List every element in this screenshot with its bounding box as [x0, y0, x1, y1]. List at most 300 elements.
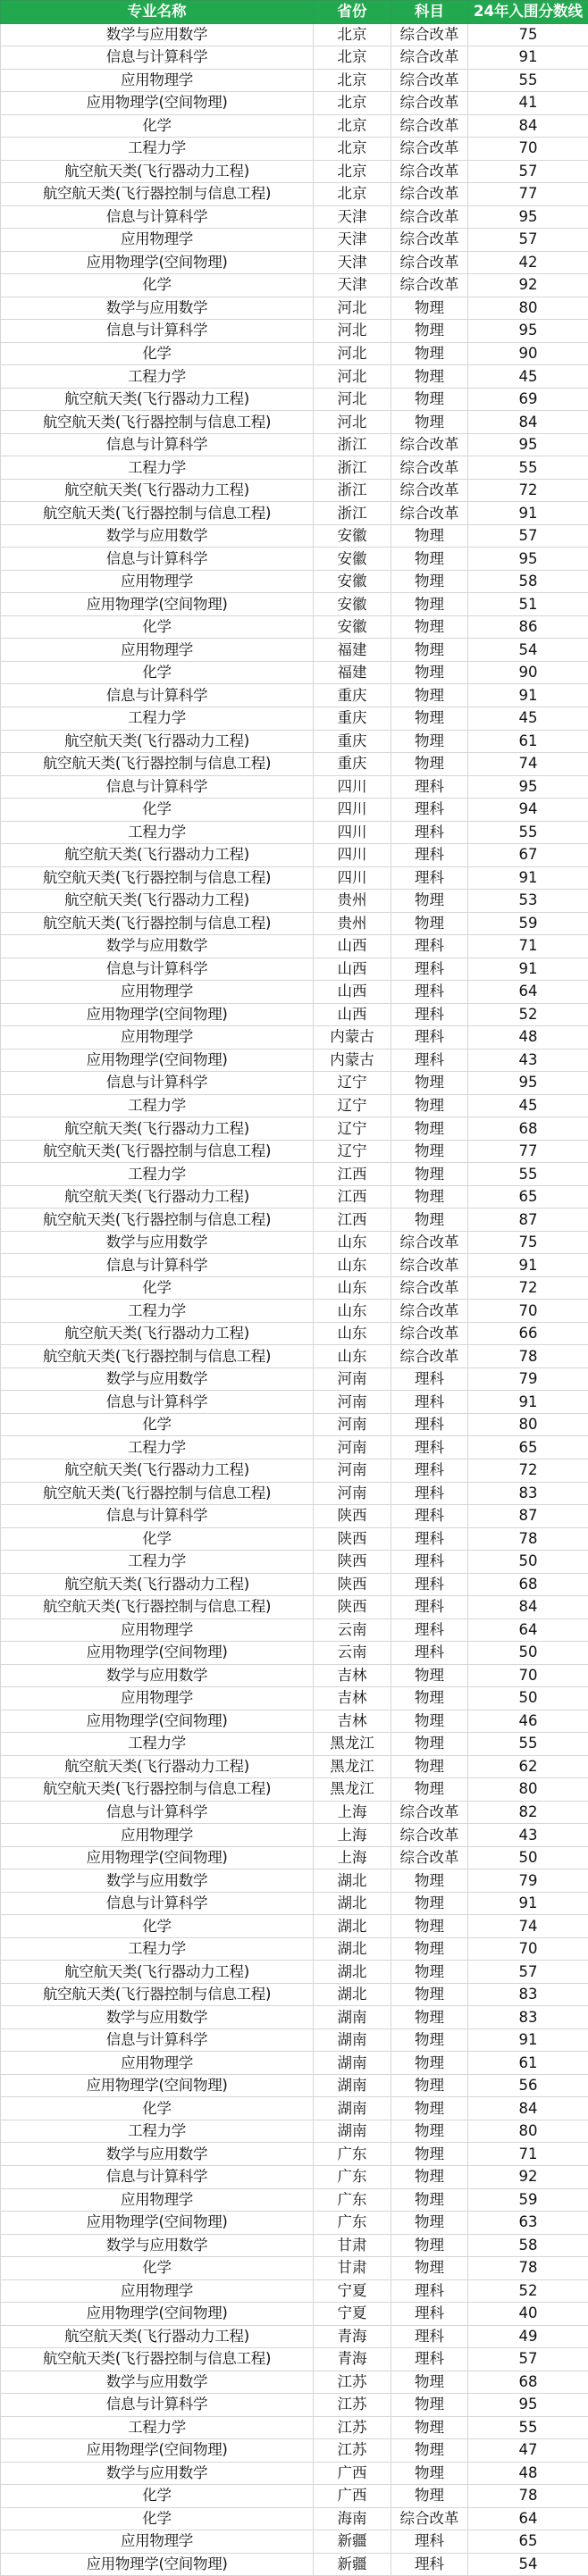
- subject-cell[interactable]: 理科: [391, 1436, 468, 1459]
- province-cell[interactable]: 河北: [314, 365, 391, 389]
- major-cell[interactable]: 工程力学: [1, 1551, 314, 1574]
- major-cell[interactable]: 工程力学: [1, 1094, 314, 1117]
- subject-cell[interactable]: 物理: [391, 753, 468, 776]
- province-cell[interactable]: 北京: [314, 138, 391, 161]
- subject-cell[interactable]: 物理: [391, 615, 468, 639]
- province-cell[interactable]: 内蒙古: [314, 1026, 391, 1050]
- header-subject[interactable]: 科目: [391, 1, 468, 24]
- score-cell[interactable]: 92: [468, 2165, 588, 2188]
- major-cell[interactable]: 工程力学: [1, 821, 314, 844]
- score-cell[interactable]: 50: [468, 1642, 588, 1665]
- score-cell[interactable]: 46: [468, 1710, 588, 1733]
- subject-cell[interactable]: 物理: [391, 2120, 468, 2143]
- score-cell[interactable]: 57: [468, 2348, 588, 2371]
- major-cell[interactable]: 数学与应用数学: [1, 1231, 314, 1254]
- score-cell[interactable]: 79: [468, 1869, 588, 1893]
- province-cell[interactable]: 海南: [314, 2507, 391, 2530]
- subject-cell[interactable]: 理科: [391, 2348, 468, 2371]
- subject-cell[interactable]: 理科: [391, 1003, 468, 1026]
- subject-cell[interactable]: 物理: [391, 1209, 468, 1232]
- major-cell[interactable]: 应用物理学(空间物理): [1, 1710, 314, 1733]
- province-cell[interactable]: 湖北: [314, 1983, 391, 2006]
- province-cell[interactable]: 吉林: [314, 1687, 391, 1710]
- subject-cell[interactable]: 综合改革: [391, 1300, 468, 1323]
- province-cell[interactable]: 天津: [314, 229, 391, 252]
- major-cell[interactable]: 应用物理学: [1, 1026, 314, 1050]
- major-cell[interactable]: 航空航天类(飞行器控制与信息工程): [1, 753, 314, 776]
- subject-cell[interactable]: 理科: [391, 2530, 468, 2554]
- province-cell[interactable]: 河北: [314, 388, 391, 411]
- major-cell[interactable]: 应用物理学(空间物理): [1, 251, 314, 274]
- subject-cell[interactable]: 物理: [391, 1869, 468, 1893]
- score-cell[interactable]: 55: [468, 69, 588, 92]
- major-cell[interactable]: 信息与计算科学: [1, 2394, 314, 2417]
- province-cell[interactable]: 广东: [314, 2165, 391, 2188]
- province-cell[interactable]: 浙江: [314, 456, 391, 480]
- subject-cell[interactable]: 综合改革: [391, 456, 468, 480]
- province-cell[interactable]: 江西: [314, 1163, 391, 1186]
- major-cell[interactable]: 化学: [1, 1413, 314, 1436]
- score-cell[interactable]: 95: [468, 433, 588, 456]
- score-cell[interactable]: 72: [468, 1276, 588, 1300]
- subject-cell[interactable]: 理科: [391, 935, 468, 958]
- subject-cell[interactable]: 理科: [391, 799, 468, 822]
- subject-cell[interactable]: 综合改革: [391, 1254, 468, 1277]
- major-cell[interactable]: 化学: [1, 1276, 314, 1300]
- major-cell[interactable]: 航空航天类(飞行器动力工程): [1, 479, 314, 502]
- subject-cell[interactable]: 理科: [391, 1618, 468, 1642]
- score-cell[interactable]: 70: [468, 138, 588, 161]
- score-cell[interactable]: 48: [468, 2462, 588, 2485]
- score-cell[interactable]: 68: [468, 1573, 588, 1596]
- subject-cell[interactable]: 理科: [391, 981, 468, 1004]
- score-cell[interactable]: 53: [468, 890, 588, 913]
- subject-cell[interactable]: 综合改革: [391, 1276, 468, 1300]
- province-cell[interactable]: 吉林: [314, 1710, 391, 1733]
- major-cell[interactable]: 数学与应用数学: [1, 2143, 314, 2166]
- subject-cell[interactable]: 物理: [391, 1140, 468, 1163]
- subject-cell[interactable]: 物理: [391, 570, 468, 593]
- major-cell[interactable]: 数学与应用数学: [1, 2371, 314, 2394]
- province-cell[interactable]: 甘肃: [314, 2257, 391, 2280]
- province-cell[interactable]: 江西: [314, 1209, 391, 1232]
- subject-cell[interactable]: 综合改革: [391, 46, 468, 70]
- subject-cell[interactable]: 综合改革: [391, 92, 468, 115]
- province-cell[interactable]: 青海: [314, 2348, 391, 2371]
- province-cell[interactable]: 四川: [314, 775, 391, 799]
- score-cell[interactable]: 72: [468, 479, 588, 502]
- major-cell[interactable]: 航空航天类(飞行器控制与信息工程): [1, 1345, 314, 1368]
- subject-cell[interactable]: 物理: [391, 411, 468, 434]
- score-cell[interactable]: 54: [468, 639, 588, 662]
- province-cell[interactable]: 青海: [314, 2325, 391, 2348]
- score-cell[interactable]: 80: [468, 1413, 588, 1436]
- major-cell[interactable]: 化学: [1, 342, 314, 365]
- score-cell[interactable]: 67: [468, 844, 588, 867]
- score-cell[interactable]: 50: [468, 1551, 588, 1574]
- major-cell[interactable]: 信息与计算科学: [1, 205, 314, 229]
- subject-cell[interactable]: 物理: [391, 1664, 468, 1687]
- major-cell[interactable]: 数学与应用数学: [1, 2234, 314, 2257]
- subject-cell[interactable]: 综合改革: [391, 1824, 468, 1847]
- subject-cell[interactable]: 综合改革: [391, 138, 468, 161]
- province-cell[interactable]: 广西: [314, 2485, 391, 2508]
- province-cell[interactable]: 重庆: [314, 753, 391, 776]
- major-cell[interactable]: 信息与计算科学: [1, 1254, 314, 1277]
- major-cell[interactable]: 化学: [1, 1915, 314, 1938]
- score-cell[interactable]: 90: [468, 342, 588, 365]
- score-cell[interactable]: 70: [468, 1664, 588, 1687]
- header-province[interactable]: 省份: [314, 1, 391, 24]
- major-cell[interactable]: 化学: [1, 274, 314, 297]
- province-cell[interactable]: 河南: [314, 1391, 391, 1414]
- subject-cell[interactable]: 综合改革: [391, 205, 468, 229]
- score-cell[interactable]: 78: [468, 1527, 588, 1551]
- score-cell[interactable]: 83: [468, 1983, 588, 2006]
- subject-cell[interactable]: 理科: [391, 1367, 468, 1391]
- score-cell[interactable]: 59: [468, 2188, 588, 2212]
- score-cell[interactable]: 92: [468, 274, 588, 297]
- major-cell[interactable]: 应用物理学: [1, 2530, 314, 2554]
- province-cell[interactable]: 湖南: [314, 2052, 391, 2075]
- major-cell[interactable]: 航空航天类(飞行器控制与信息工程): [1, 1140, 314, 1163]
- subject-cell[interactable]: 综合改革: [391, 479, 468, 502]
- province-cell[interactable]: 天津: [314, 251, 391, 274]
- major-cell[interactable]: 航空航天类(飞行器动力工程): [1, 1961, 314, 1984]
- major-cell[interactable]: 应用物理学: [1, 981, 314, 1004]
- score-cell[interactable]: 58: [468, 570, 588, 593]
- subject-cell[interactable]: 物理: [391, 890, 468, 913]
- score-cell[interactable]: 86: [468, 615, 588, 639]
- score-cell[interactable]: 91: [468, 502, 588, 525]
- province-cell[interactable]: 河南: [314, 1413, 391, 1436]
- score-cell[interactable]: 54: [468, 2553, 588, 2576]
- major-cell[interactable]: 化学: [1, 799, 314, 822]
- major-cell[interactable]: 信息与计算科学: [1, 775, 314, 799]
- subject-cell[interactable]: 理科: [391, 844, 468, 867]
- major-cell[interactable]: 工程力学: [1, 1163, 314, 1186]
- major-cell[interactable]: 工程力学: [1, 2120, 314, 2143]
- score-cell[interactable]: 84: [468, 411, 588, 434]
- subject-cell[interactable]: 物理: [391, 2212, 468, 2235]
- major-cell[interactable]: 信息与计算科学: [1, 2165, 314, 2188]
- score-cell[interactable]: 82: [468, 1801, 588, 1824]
- score-cell[interactable]: 94: [468, 799, 588, 822]
- province-cell[interactable]: 广东: [314, 2212, 391, 2235]
- subject-cell[interactable]: 物理: [391, 2257, 468, 2280]
- major-cell[interactable]: 工程力学: [1, 365, 314, 389]
- subject-cell[interactable]: 理科: [391, 958, 468, 981]
- score-cell[interactable]: 65: [468, 1185, 588, 1209]
- score-cell[interactable]: 48: [468, 1026, 588, 1050]
- subject-cell[interactable]: 综合改革: [391, 229, 468, 252]
- province-cell[interactable]: 辽宁: [314, 1072, 391, 1095]
- province-cell[interactable]: 宁夏: [314, 2279, 391, 2303]
- province-cell[interactable]: 陕西: [314, 1573, 391, 1596]
- province-cell[interactable]: 天津: [314, 274, 391, 297]
- score-cell[interactable]: 91: [468, 46, 588, 70]
- province-cell[interactable]: 北京: [314, 69, 391, 92]
- province-cell[interactable]: 山东: [314, 1231, 391, 1254]
- major-cell[interactable]: 应用物理学(空间物理): [1, 2074, 314, 2097]
- subject-cell[interactable]: 综合改革: [391, 1801, 468, 1824]
- major-cell[interactable]: 信息与计算科学: [1, 46, 314, 70]
- subject-cell[interactable]: 理科: [391, 1596, 468, 1619]
- subject-cell[interactable]: 物理: [391, 2462, 468, 2485]
- subject-cell[interactable]: 理科: [391, 821, 468, 844]
- province-cell[interactable]: 重庆: [314, 730, 391, 753]
- score-cell[interactable]: 52: [468, 1003, 588, 1026]
- major-cell[interactable]: 航空航天类(飞行器动力工程): [1, 890, 314, 913]
- major-cell[interactable]: 航空航天类(飞行器动力工程): [1, 1117, 314, 1141]
- subject-cell[interactable]: 物理: [391, 1072, 468, 1095]
- score-cell[interactable]: 80: [468, 1778, 588, 1802]
- subject-cell[interactable]: 物理: [391, 1163, 468, 1186]
- score-cell[interactable]: 50: [468, 1687, 588, 1710]
- major-cell[interactable]: 工程力学: [1, 138, 314, 161]
- score-cell[interactable]: 71: [468, 935, 588, 958]
- score-cell[interactable]: 43: [468, 1824, 588, 1847]
- score-cell[interactable]: 78: [468, 2485, 588, 2508]
- major-cell[interactable]: 应用物理学(空间物理): [1, 1049, 314, 1072]
- province-cell[interactable]: 宁夏: [314, 2303, 391, 2326]
- province-cell[interactable]: 新疆: [314, 2530, 391, 2554]
- score-cell[interactable]: 77: [468, 183, 588, 206]
- province-cell[interactable]: 山东: [314, 1322, 391, 1345]
- subject-cell[interactable]: 物理: [391, 548, 468, 571]
- major-cell[interactable]: 化学: [1, 2257, 314, 2280]
- subject-cell[interactable]: 综合改革: [391, 433, 468, 456]
- score-cell[interactable]: 57: [468, 160, 588, 183]
- score-cell[interactable]: 75: [468, 23, 588, 46]
- score-cell[interactable]: 78: [468, 2257, 588, 2280]
- major-cell[interactable]: 化学: [1, 114, 314, 138]
- major-cell[interactable]: 信息与计算科学: [1, 320, 314, 343]
- subject-cell[interactable]: 综合改革: [391, 160, 468, 183]
- province-cell[interactable]: 辽宁: [314, 1140, 391, 1163]
- major-cell[interactable]: 应用物理学: [1, 639, 314, 662]
- major-cell[interactable]: 应用物理学: [1, 1687, 314, 1710]
- score-cell[interactable]: 91: [468, 1391, 588, 1414]
- major-cell[interactable]: 航空航天类(飞行器动力工程): [1, 844, 314, 867]
- score-cell[interactable]: 72: [468, 1459, 588, 1483]
- score-cell[interactable]: 61: [468, 730, 588, 753]
- province-cell[interactable]: 江苏: [314, 2439, 391, 2463]
- major-cell[interactable]: 信息与计算科学: [1, 548, 314, 571]
- score-cell[interactable]: 78: [468, 1345, 588, 1368]
- province-cell[interactable]: 重庆: [314, 684, 391, 707]
- major-cell[interactable]: 航空航天类(飞行器动力工程): [1, 1185, 314, 1209]
- province-cell[interactable]: 安徽: [314, 524, 391, 548]
- major-cell[interactable]: 工程力学: [1, 1300, 314, 1323]
- major-cell[interactable]: 信息与计算科学: [1, 2028, 314, 2052]
- major-cell[interactable]: 应用物理学(空间物理): [1, 92, 314, 115]
- score-cell[interactable]: 68: [468, 2371, 588, 2394]
- subject-cell[interactable]: 物理: [391, 593, 468, 616]
- major-cell[interactable]: 航空航天类(飞行器控制与信息工程): [1, 183, 314, 206]
- province-cell[interactable]: 四川: [314, 799, 391, 822]
- major-cell[interactable]: 化学: [1, 661, 314, 684]
- subject-cell[interactable]: 理科: [391, 866, 468, 890]
- subject-cell[interactable]: 物理: [391, 684, 468, 707]
- score-cell[interactable]: 69: [468, 388, 588, 411]
- major-cell[interactable]: 应用物理学: [1, 1824, 314, 1847]
- subject-cell[interactable]: 综合改革: [391, 23, 468, 46]
- province-cell[interactable]: 黑龙江: [314, 1755, 391, 1778]
- major-cell[interactable]: 工程力学: [1, 1436, 314, 1459]
- major-cell[interactable]: 数学与应用数学: [1, 2006, 314, 2029]
- subject-cell[interactable]: 物理: [391, 1185, 468, 1209]
- score-cell[interactable]: 70: [468, 1937, 588, 1961]
- score-cell[interactable]: 57: [468, 229, 588, 252]
- major-cell[interactable]: 航空航天类(飞行器控制与信息工程): [1, 866, 314, 890]
- score-cell[interactable]: 95: [468, 205, 588, 229]
- province-cell[interactable]: 贵州: [314, 912, 391, 935]
- province-cell[interactable]: 湖南: [314, 2074, 391, 2097]
- province-cell[interactable]: 云南: [314, 1642, 391, 1665]
- subject-cell[interactable]: 综合改革: [391, 1345, 468, 1368]
- major-cell[interactable]: 航空航天类(飞行器控制与信息工程): [1, 1596, 314, 1619]
- subject-cell[interactable]: 物理: [391, 1983, 468, 2006]
- subject-cell[interactable]: 物理: [391, 2143, 468, 2166]
- province-cell[interactable]: 江苏: [314, 2394, 391, 2417]
- major-cell[interactable]: 应用物理学(空间物理): [1, 2212, 314, 2235]
- subject-cell[interactable]: 物理: [391, 2371, 468, 2394]
- score-cell[interactable]: 65: [468, 2530, 588, 2554]
- province-cell[interactable]: 安徽: [314, 548, 391, 571]
- major-cell[interactable]: 化学: [1, 2507, 314, 2530]
- major-cell[interactable]: 应用物理学(空间物理): [1, 1846, 314, 1869]
- subject-cell[interactable]: 物理: [391, 2006, 468, 2029]
- score-cell[interactable]: 80: [468, 2120, 588, 2143]
- major-cell[interactable]: 工程力学: [1, 1733, 314, 1756]
- score-cell[interactable]: 52: [468, 2279, 588, 2303]
- province-cell[interactable]: 湖北: [314, 1892, 391, 1915]
- province-cell[interactable]: 甘肃: [314, 2234, 391, 2257]
- province-cell[interactable]: 浙江: [314, 502, 391, 525]
- score-cell[interactable]: 91: [468, 958, 588, 981]
- subject-cell[interactable]: 理科: [391, 1642, 468, 1665]
- major-cell[interactable]: 数学与应用数学: [1, 524, 314, 548]
- subject-cell[interactable]: 理科: [391, 775, 468, 799]
- subject-cell[interactable]: 物理: [391, 1710, 468, 1733]
- subject-cell[interactable]: 理科: [391, 1049, 468, 1072]
- province-cell[interactable]: 湖南: [314, 2028, 391, 2052]
- score-cell[interactable]: 58: [468, 2234, 588, 2257]
- score-cell[interactable]: 40: [468, 2303, 588, 2326]
- score-cell[interactable]: 90: [468, 661, 588, 684]
- subject-cell[interactable]: 理科: [391, 1026, 468, 1050]
- province-cell[interactable]: 上海: [314, 1846, 391, 1869]
- major-cell[interactable]: 航空航天类(飞行器动力工程): [1, 2325, 314, 2348]
- major-cell[interactable]: 航空航天类(飞行器控制与信息工程): [1, 1482, 314, 1505]
- major-cell[interactable]: 航空航天类(飞行器动力工程): [1, 1573, 314, 1596]
- header-score[interactable]: 24年入围分数线: [468, 1, 588, 24]
- subject-cell[interactable]: 理科: [391, 1551, 468, 1574]
- score-cell[interactable]: 41: [468, 92, 588, 115]
- province-cell[interactable]: 湖北: [314, 1869, 391, 1893]
- score-cell[interactable]: 45: [468, 365, 588, 389]
- major-cell[interactable]: 信息与计算科学: [1, 1072, 314, 1095]
- province-cell[interactable]: 新疆: [314, 2553, 391, 2576]
- score-cell[interactable]: 55: [468, 2416, 588, 2439]
- province-cell[interactable]: 上海: [314, 1824, 391, 1847]
- subject-cell[interactable]: 物理: [391, 707, 468, 730]
- province-cell[interactable]: 河北: [314, 342, 391, 365]
- province-cell[interactable]: 辽宁: [314, 1117, 391, 1141]
- major-cell[interactable]: 航空航天类(飞行器动力工程): [1, 160, 314, 183]
- score-cell[interactable]: 43: [468, 1049, 588, 1072]
- subject-cell[interactable]: 理科: [391, 1391, 468, 1414]
- subject-cell[interactable]: 物理: [391, 524, 468, 548]
- score-cell[interactable]: 45: [468, 1094, 588, 1117]
- province-cell[interactable]: 河北: [314, 320, 391, 343]
- score-cell[interactable]: 77: [468, 1140, 588, 1163]
- score-cell[interactable]: 95: [468, 320, 588, 343]
- subject-cell[interactable]: 物理: [391, 1778, 468, 1802]
- province-cell[interactable]: 河北: [314, 297, 391, 320]
- province-cell[interactable]: 河南: [314, 1459, 391, 1483]
- score-cell[interactable]: 70: [468, 1300, 588, 1323]
- score-cell[interactable]: 87: [468, 1505, 588, 1528]
- score-cell[interactable]: 74: [468, 753, 588, 776]
- province-cell[interactable]: 内蒙古: [314, 1049, 391, 1072]
- province-cell[interactable]: 陕西: [314, 1527, 391, 1551]
- score-cell[interactable]: 95: [468, 775, 588, 799]
- score-cell[interactable]: 55: [468, 456, 588, 480]
- subject-cell[interactable]: 物理: [391, 2416, 468, 2439]
- score-cell[interactable]: 95: [468, 548, 588, 571]
- subject-cell[interactable]: 理科: [391, 1505, 468, 1528]
- major-cell[interactable]: 数学与应用数学: [1, 935, 314, 958]
- major-cell[interactable]: 应用物理学(空间物理): [1, 2553, 314, 2576]
- score-cell[interactable]: 84: [468, 2097, 588, 2120]
- province-cell[interactable]: 安徽: [314, 570, 391, 593]
- province-cell[interactable]: 黑龙江: [314, 1733, 391, 1756]
- major-cell[interactable]: 航空航天类(飞行器控制与信息工程): [1, 1983, 314, 2006]
- major-cell[interactable]: 航空航天类(飞行器动力工程): [1, 1755, 314, 1778]
- province-cell[interactable]: 河南: [314, 1367, 391, 1391]
- subject-cell[interactable]: 综合改革: [391, 274, 468, 297]
- score-cell[interactable]: 51: [468, 593, 588, 616]
- province-cell[interactable]: 安徽: [314, 593, 391, 616]
- province-cell[interactable]: 北京: [314, 23, 391, 46]
- subject-cell[interactable]: 理科: [391, 1459, 468, 1483]
- score-cell[interactable]: 71: [468, 2143, 588, 2166]
- province-cell[interactable]: 四川: [314, 866, 391, 890]
- score-cell[interactable]: 75: [468, 1231, 588, 1254]
- subject-cell[interactable]: 物理: [391, 730, 468, 753]
- subject-cell[interactable]: 物理: [391, 2188, 468, 2212]
- province-cell[interactable]: 山西: [314, 1003, 391, 1026]
- province-cell[interactable]: 天津: [314, 205, 391, 229]
- major-cell[interactable]: 应用物理学: [1, 2052, 314, 2075]
- province-cell[interactable]: 湖南: [314, 2006, 391, 2029]
- subject-cell[interactable]: 物理: [391, 1687, 468, 1710]
- province-cell[interactable]: 山西: [314, 981, 391, 1004]
- score-cell[interactable]: 59: [468, 912, 588, 935]
- province-cell[interactable]: 山西: [314, 958, 391, 981]
- major-cell[interactable]: 数学与应用数学: [1, 23, 314, 46]
- score-cell[interactable]: 68: [468, 1117, 588, 1141]
- major-cell[interactable]: 信息与计算科学: [1, 1391, 314, 1414]
- subject-cell[interactable]: 理科: [391, 2303, 468, 2326]
- province-cell[interactable]: 山东: [314, 1300, 391, 1323]
- header-major[interactable]: 专业名称: [1, 1, 314, 24]
- major-cell[interactable]: 信息与计算科学: [1, 1801, 314, 1824]
- major-cell[interactable]: 化学: [1, 615, 314, 639]
- subject-cell[interactable]: 物理: [391, 2394, 468, 2417]
